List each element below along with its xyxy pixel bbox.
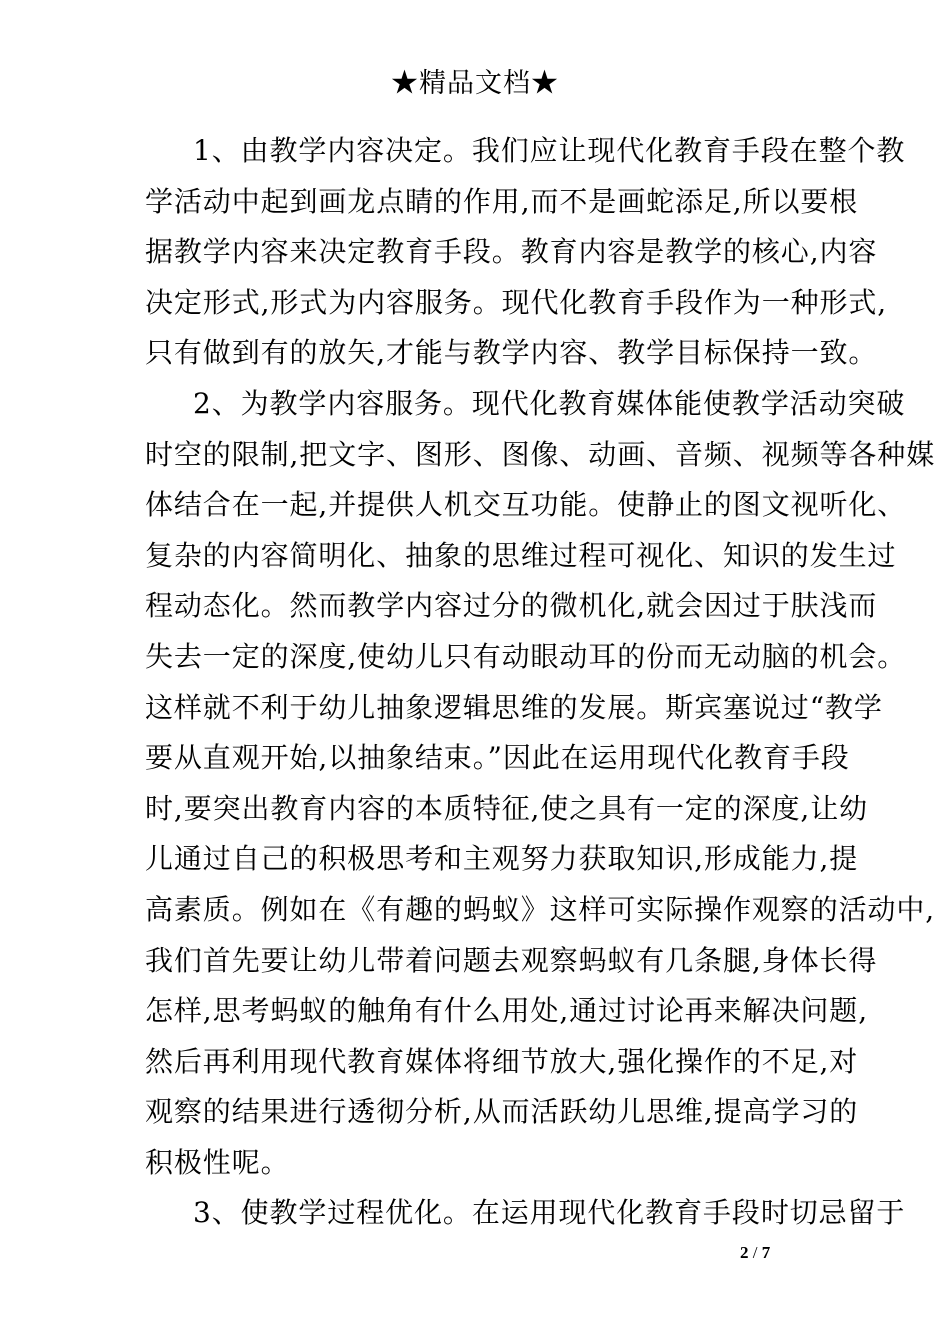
text-line: 2、为教学内容服务。现代化教育媒体能使教学活动突破 — [193, 386, 906, 420]
text-line: 观察的结果进行透彻分析,从而活跃幼儿思维,提高学习的 — [145, 1095, 859, 1129]
text-line: 失去一定的深度,使幼儿只有动眼动耳的份而无动脑的机会。 — [145, 639, 907, 673]
text-line: 只有做到有的放矢,才能与教学内容、教学目标保持一致。 — [145, 336, 878, 370]
text-line: 3、使教学过程优化。在运用现代化教育手段时切忌留于 — [193, 1196, 906, 1230]
text-line: 1、由教学内容决定。我们应让现代化教育手段在整个教 — [193, 134, 906, 167]
page-number — [740, 1243, 770, 1263]
text-line: 学活动中起到画龙点睛的作用,而不是画蛇添足,所以要根 — [145, 184, 859, 218]
text-line: 高素质。例如在《有趣的蚂蚁》这样可实际操作观察的活动中, — [145, 892, 936, 926]
text-line: 怎样,思考蚂蚁的触角有什么用处,通过讨论再来解决问题, — [145, 994, 869, 1028]
text-line: 程动态化。然而教学内容过分的微机化,就会因过于肤浅而 — [145, 589, 878, 623]
document-body — [145, 126, 936, 1239]
text-line: 我们首先要让幼儿带着问题去观察蚂蚁有几条腿,身体长得 — [145, 943, 878, 977]
text-line: 决定形式,形式为内容服务。现代化教育手段作为一种形式, — [145, 285, 888, 319]
text-line: 儿通过自己的积极思考和主观努力获取知识,形成能力,提 — [145, 842, 859, 876]
text-line: 要从直观开始,以抽象结束。”因此在运用现代化教育手段 — [145, 741, 850, 775]
page-header-title: ★精品文档★ — [391, 68, 559, 99]
text-line: 复杂的内容简明化、抽象的思维过程可视化、知识的发生过 — [145, 538, 897, 572]
page-number-separator: / — [752, 1243, 758, 1262]
text-line: 然后再利用现代教育媒体将细节放大,强化操作的不足,对 — [145, 1044, 859, 1078]
text-line: 时,要突出教育内容的本质特征,使之具有一定的深度,让幼 — [145, 791, 869, 825]
text-line: 据教学内容来决定教育手段。教育内容是教学的核心,内容 — [145, 235, 878, 269]
text-line: 积极性呢。 — [145, 1145, 290, 1179]
page-number-current: 2 — [740, 1243, 749, 1262]
text-line: 时空的限制,把文字、图形、图像、动画、音频、视频等各种媒 — [145, 437, 936, 471]
page-number-total: 7 — [761, 1243, 771, 1262]
text-line: 体结合在一起,并提供人机交互功能。使静止的图文视听化、 — [145, 488, 907, 522]
text-line: 这样就不利于幼儿抽象逻辑思维的发展。斯宾塞说过“教学 — [145, 690, 883, 724]
